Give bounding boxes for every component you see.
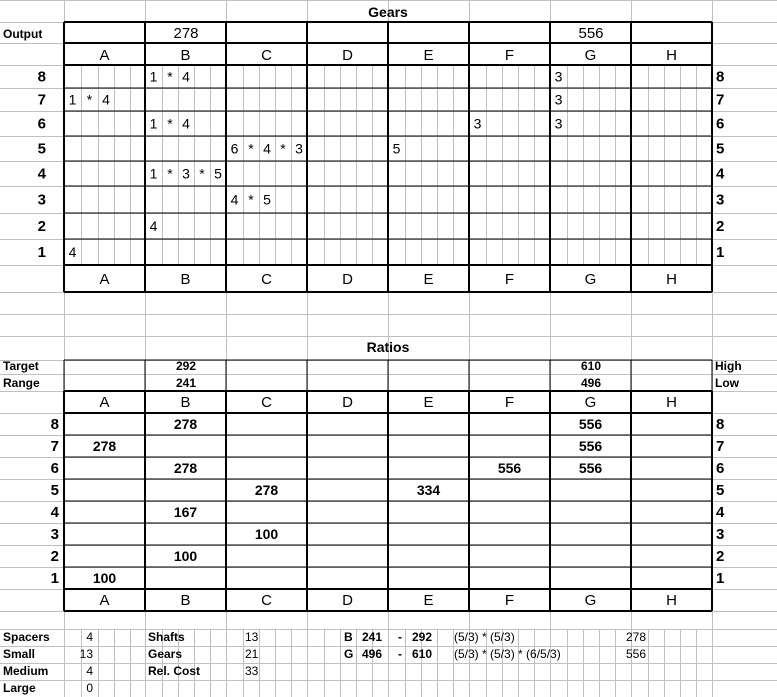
gear-cell-b6[interactable]: 4 (182, 115, 190, 132)
ratio-cell-g7[interactable]: 556 (578, 438, 603, 454)
ratios-bottom-col-c: C (261, 592, 272, 609)
gear-cell-e5[interactable]: 5 (392, 140, 401, 157)
small-label: Small (3, 647, 36, 661)
range-b-value[interactable]: 241 (175, 376, 197, 390)
gear-cell-b8[interactable]: 1 (149, 68, 158, 85)
gear-cell-b4[interactable]: 5 (214, 165, 222, 182)
gears-right-row-2: 2 (716, 218, 725, 235)
gears-right-row-4: 4 (716, 165, 725, 183)
ratios-left-row-3: 3 (50, 526, 59, 543)
gears-title: Gears (368, 4, 408, 20)
ratios-bottom-col-e: E (423, 592, 434, 609)
ratios-top-col-f: F (504, 394, 515, 411)
gear-cell-a7[interactable]: * (86, 91, 93, 108)
low-label: Low (715, 376, 739, 390)
ratios-top-col-g: G (584, 394, 597, 411)
gear-cell-g7[interactable]: 3 (554, 91, 563, 108)
ratio-cell-b4[interactable]: 167 (173, 504, 198, 520)
high-label: High (715, 359, 742, 373)
gears-bottom-col-h: H (666, 271, 677, 288)
ratios-right-row-4: 4 (716, 504, 725, 521)
gears-top-col-e: E (423, 47, 434, 64)
gears-left-row-5: 5 (37, 140, 46, 158)
ratio-cell-b6[interactable]: 278 (173, 460, 198, 476)
gears-count-label: Gears (148, 647, 183, 661)
ratios-bottom-col-g: G (584, 592, 597, 609)
ratios-right-row-1: 1 (716, 570, 725, 587)
ratios-right-row-3: 3 (716, 526, 725, 543)
ratio-cell-g6[interactable]: 556 (578, 460, 603, 476)
gear-cell-c3[interactable]: 5 (263, 191, 271, 208)
ratios-left-row-1: 1 (50, 570, 59, 587)
ratios-left-row-8: 8 (50, 416, 59, 433)
gear-cell-a7[interactable]: 1 (68, 91, 77, 108)
medium-value[interactable]: 4 (86, 664, 93, 678)
ratios-bottom-col-d: D (342, 592, 353, 609)
summary-g-dash: - (398, 647, 402, 661)
ratios-right-row-7: 7 (716, 438, 725, 455)
gears-top-col-g: G (584, 47, 597, 64)
gear-cell-b8[interactable]: * (167, 68, 173, 85)
summary-b-low[interactable]: 241 (362, 630, 383, 644)
gear-cell-c5[interactable]: * (280, 140, 286, 157)
gear-cell-b4[interactable]: * (167, 165, 173, 182)
gears-right-row-7: 7 (716, 91, 725, 109)
ratios-right-row-8: 8 (716, 416, 725, 433)
ratios-left-row-5: 5 (50, 482, 59, 499)
shafts-value[interactable]: 13 (245, 630, 259, 644)
ratios-left-row-2: 2 (50, 548, 59, 565)
gears-left-row-7: 7 (37, 91, 46, 109)
gears-bottom-col-g: G (584, 271, 597, 288)
summary-g-high[interactable]: 610 (412, 647, 433, 661)
gears-right-row-1: 1 (716, 244, 725, 261)
gear-cell-c3[interactable]: 4 (230, 191, 239, 208)
gear-cell-a1[interactable]: 4 (68, 244, 77, 260)
range-g-value[interactable]: 496 (580, 376, 602, 390)
gears-bottom-col-d: D (342, 271, 353, 288)
ratios-bottom-col-b: B (180, 592, 191, 609)
gears-right-row-5: 5 (716, 140, 725, 158)
gears-left-row-2: 2 (37, 218, 46, 235)
ratios-right-row-6: 6 (716, 460, 725, 477)
small-value[interactable]: 13 (79, 647, 93, 661)
gear-cell-b6[interactable]: 1 (149, 115, 158, 132)
gears-row-numbers-right (716, 69, 725, 262)
ratios-bottom-col-a: A (99, 592, 110, 609)
gear-cell-g8[interactable]: 3 (554, 68, 563, 85)
output-b-value[interactable]: 278 (173, 25, 199, 42)
gears-bottom-col-b: B (180, 271, 191, 288)
ratio-cell-c5[interactable]: 278 (254, 482, 279, 498)
ratios-right-row-2: 2 (716, 548, 725, 565)
summary-b-label: B (344, 630, 353, 644)
summary-g-result[interactable]: 556 (626, 647, 647, 661)
ratio-cell-e5[interactable]: 334 (416, 482, 441, 498)
ratios-right-row-5: 5 (716, 482, 725, 499)
rel-cost-label: Rel. Cost (148, 664, 201, 678)
gears-row-numbers-left (38, 69, 47, 262)
range-label: Range (3, 376, 40, 390)
ratios-bottom-col-h: H (666, 592, 677, 609)
gears-left-row-8: 8 (37, 68, 46, 86)
gears-top-col-f: F (504, 47, 515, 64)
gears-top-col-c: C (261, 47, 272, 64)
gears-top-col-a: A (99, 47, 110, 64)
ratios-top-col-d: D (342, 394, 353, 411)
output-label: Output (3, 27, 43, 41)
ratio-cell-c3[interactable]: 100 (254, 526, 279, 542)
gears-top-col-b: B (180, 47, 191, 64)
gear-cell-b4[interactable]: * (199, 165, 205, 182)
ratios-left-row-6: 6 (50, 460, 59, 477)
ratios-top-col-b: B (180, 394, 191, 411)
ratios-title: Ratios (366, 339, 410, 355)
rel-cost-value[interactable]: 33 (245, 664, 259, 678)
gears-bottom-col-f: F (504, 271, 515, 288)
large-label: Large (3, 681, 36, 695)
target-label: Target (3, 359, 39, 373)
medium-label: Medium (3, 664, 49, 678)
ratios-bottom-col-f: F (504, 592, 515, 609)
gear-cell-c5[interactable]: 3 (295, 140, 303, 157)
output-g-value[interactable]: 556 (578, 25, 604, 42)
gears-left-row-1: 1 (37, 244, 46, 261)
gear-cell-g6[interactable]: 3 (554, 115, 563, 132)
gears-bottom-col-c: C (261, 271, 272, 288)
large-value[interactable]: 0 (86, 681, 93, 695)
gear-cell-c5[interactable]: 6 (230, 140, 239, 157)
summary-b-dash: - (398, 630, 402, 644)
gears-left-row-6: 6 (37, 115, 46, 133)
gears-left-row-4: 4 (37, 165, 46, 183)
summary-b-high[interactable]: 292 (412, 630, 433, 644)
ratio-cell-b2[interactable]: 100 (173, 548, 198, 564)
ratios-top-col-a: A (99, 394, 110, 411)
gear-cell-b2[interactable]: 4 (149, 218, 158, 234)
gears-top-col-h: H (666, 47, 677, 64)
summary-b-formula[interactable]: (5/3) * (5/3) (454, 630, 515, 644)
gears-right-row-6: 6 (716, 115, 725, 133)
gears-top-col-d: D (342, 47, 353, 64)
target-b-value[interactable]: 292 (175, 359, 197, 373)
gear-cell-b6[interactable]: * (167, 115, 173, 132)
gear-cell-a7[interactable]: 4 (102, 91, 110, 108)
summary-g-formula[interactable]: (5/3) * (5/3) * (6/5/3) (454, 647, 561, 661)
ratio-cell-a1[interactable]: 100 (92, 570, 117, 586)
gear-cell-b8[interactable]: 4 (182, 68, 190, 85)
ratio-cell-f6[interactable]: 556 (497, 460, 522, 476)
gear-cell-b4[interactable]: 3 (182, 165, 190, 182)
gears-right-row-3: 3 (716, 191, 725, 209)
shafts-label: Shafts (148, 630, 185, 644)
ratios-top-col-c: C (261, 394, 272, 411)
ratio-cell-g8[interactable]: 556 (578, 416, 603, 432)
ratios-top-col-e: E (423, 394, 434, 411)
summary-g-low[interactable]: 496 (362, 647, 383, 661)
gear-cell-c3[interactable]: * (248, 191, 254, 208)
gear-cell-f6[interactable]: 3 (473, 115, 482, 132)
ratios-left-row-4: 4 (50, 504, 59, 521)
gears-count-value[interactable]: 21 (245, 647, 259, 661)
summary-b-result[interactable]: 278 (626, 630, 647, 644)
summary-g-label: G (344, 647, 354, 661)
gears-left-row-3: 3 (37, 191, 46, 209)
gear-cell-c5[interactable]: * (248, 140, 254, 157)
ratio-cell-b8[interactable]: 278 (173, 416, 198, 432)
spacers-label: Spacers (3, 630, 50, 644)
gear-cell-c5[interactable]: 4 (263, 140, 271, 157)
gears-cells (69, 69, 563, 261)
gears-bottom-col-a: A (99, 271, 110, 288)
gear-cell-b4[interactable]: 1 (149, 165, 158, 182)
ratios-left-row-7: 7 (50, 438, 59, 455)
spacers-value[interactable]: 4 (86, 630, 93, 644)
gears-bottom-col-e: E (423, 271, 434, 288)
ratios-top-col-h: H (666, 394, 677, 411)
target-g-value[interactable]: 610 (580, 359, 602, 373)
gears-right-row-8: 8 (716, 68, 725, 86)
ratio-cell-a7[interactable]: 278 (92, 438, 117, 454)
